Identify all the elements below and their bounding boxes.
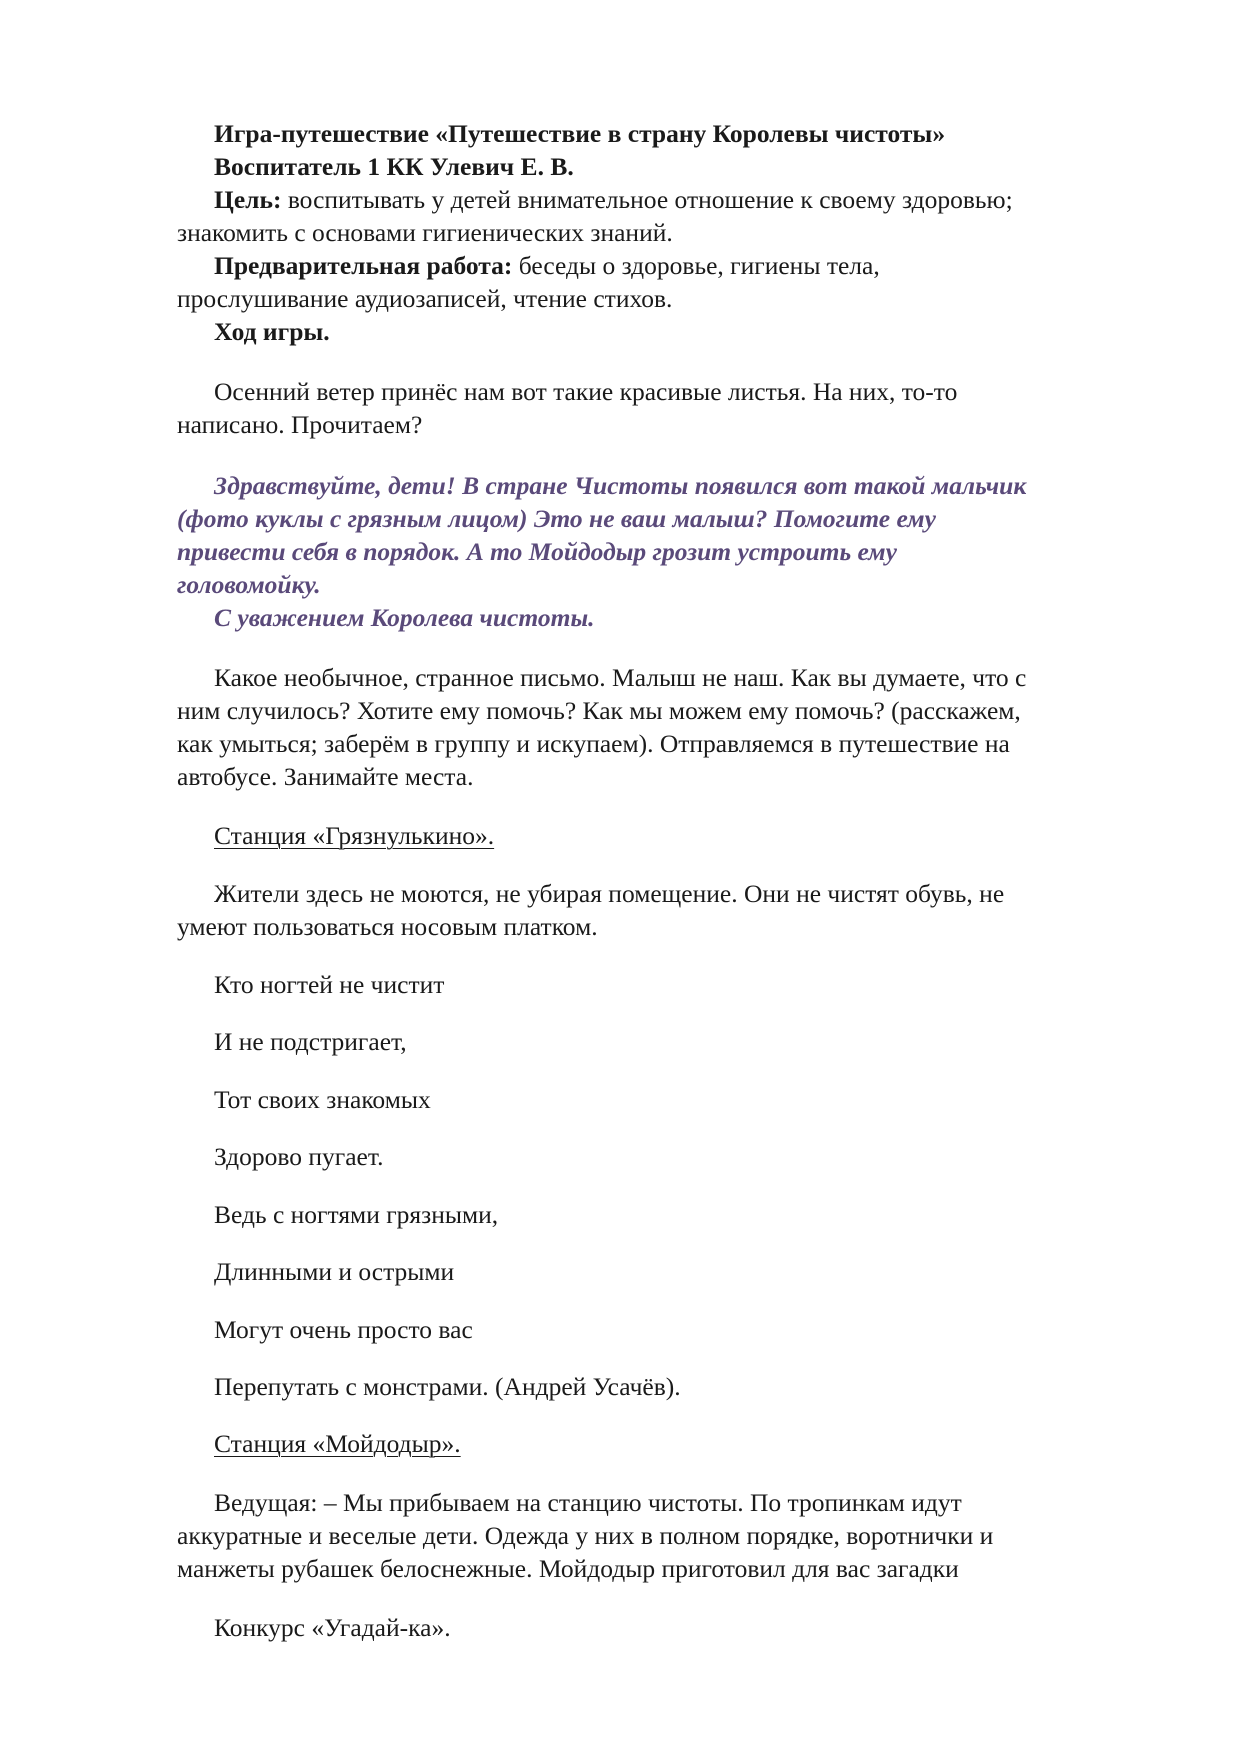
- station-text-line: Ведущая: – Мы прибываем на станцию чистоты. По тропинкам идут: [214, 1488, 962, 1517]
- intro-line: Осенний ветер принёс нам вот такие красивые листья. На них, то-то: [214, 377, 958, 406]
- poem-line: Могут очень просто вас: [214, 1315, 473, 1344]
- station-heading: Станция «Грязнулькино».: [214, 821, 495, 850]
- poem-line: Тот своих знакомых: [214, 1085, 431, 1114]
- letter-signature: С уважением Королева чистоты.: [214, 603, 595, 632]
- poem-line: Кто ногтей не чистит: [214, 970, 445, 999]
- letter-line: привести себя в порядок. А то Мойдодыр грозит устроить ему: [177, 537, 897, 566]
- goal-label: Цель:: [214, 185, 282, 214]
- station-text-line: умеют пользоваться носовым платком.: [177, 912, 598, 941]
- station-heading: Станция «Мойдодыр».: [214, 1429, 461, 1458]
- goal-line-1: [214, 183, 1013, 216]
- prep-line-1: [214, 249, 880, 282]
- poem-line: Здорово пугает.: [214, 1142, 384, 1171]
- prep-text: беседы о здоровье, гигиены тела,: [512, 251, 880, 280]
- poem-line: И не подстригает,: [214, 1027, 407, 1056]
- station-text-line: манжеты рубашек белоснежные. Мойдодыр приготовил для вас загадки: [177, 1554, 959, 1583]
- poem-line: Ведь с ногтями грязными,: [214, 1200, 499, 1229]
- prep-line-2: прослушивание аудиозаписей, чтение стихов.: [177, 284, 673, 313]
- document-title: Игра-путешествие «Путешествие в страну Королевы чистоты»: [214, 119, 946, 148]
- prep-label: Предварительная работа:: [214, 251, 513, 280]
- document-author: Воспитатель 1 КК Улевич Е. В.: [214, 152, 574, 181]
- paragraph-line: автобусе. Занимайте места.: [177, 762, 474, 791]
- poem-line: Длинными и острыми: [214, 1257, 455, 1286]
- goal-text: воспитывать у детей внимательное отношение к своему здоровью;: [281, 185, 1013, 214]
- paragraph-line: Какое необычное, странное письмо. Малыш не наш. Как вы думаете, что с: [214, 663, 1027, 692]
- letter-line: Здравствуйте, дети! В стране Чистоты появился вот такой мальчик: [214, 471, 1027, 500]
- paragraph-line: как умыться; заберём в группу и искупаем). Отправляемся в путешествие на: [177, 729, 1010, 758]
- paragraph-line: ним случилось? Хотите ему помочь? Как мы можем ему помочь? (расскажем,: [177, 696, 1021, 725]
- intro-line: написано. Прочитаем?: [177, 410, 423, 439]
- course-heading: Ход игры.: [214, 317, 330, 346]
- goal-line-2: знакомить с основами гигиенических знаний.: [177, 218, 673, 247]
- station-text-line: Жители здесь не моются, не убирая помещение. Они не чистят обувь, не: [214, 879, 1005, 908]
- letter-line: (фото куклы с грязным лицом) Это не ваш малыш? Помогите ему: [177, 504, 936, 533]
- contest-heading: Конкурс «Угадай-ка».: [214, 1613, 451, 1642]
- poem-line: Перепутать с монстрами. (Андрей Усачёв).: [214, 1372, 681, 1401]
- letter-line: головомойку.: [177, 570, 321, 599]
- station-text-line: аккуратные и веселые дети. Одежда у них в полном порядке, воротнички и: [177, 1521, 994, 1550]
